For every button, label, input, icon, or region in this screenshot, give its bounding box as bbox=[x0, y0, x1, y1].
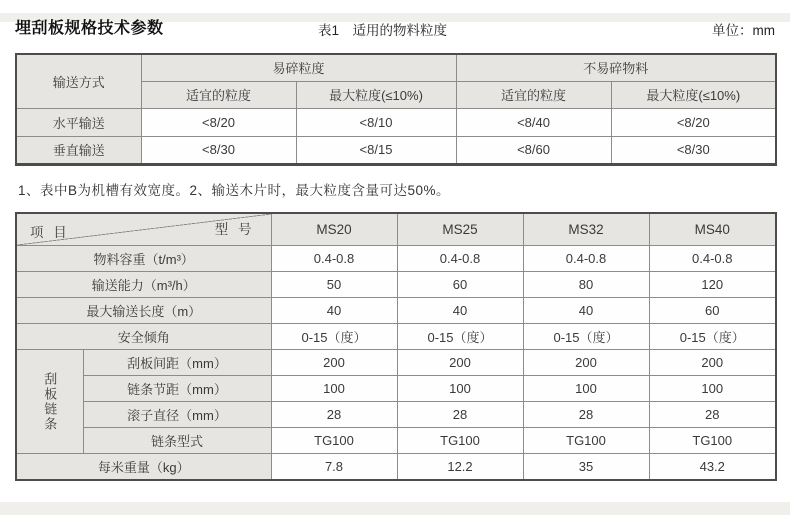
table-row-max-length bbox=[16, 298, 776, 324]
value-cell: 200 bbox=[523, 350, 649, 376]
sub-header: 最大粒度(≤10%) bbox=[296, 81, 456, 108]
model-corner-label: 型 号 bbox=[214, 221, 255, 237]
value-cell: 28 bbox=[271, 402, 397, 428]
table-row-chain-pitch bbox=[16, 376, 776, 402]
value-cell: <8/20 bbox=[141, 108, 296, 136]
model-header-ms32: MS32 bbox=[523, 213, 649, 246]
row-label: 链条型式 bbox=[83, 428, 271, 454]
value-cell: 0-15（度） bbox=[397, 324, 523, 350]
value-cell: 120 bbox=[649, 272, 776, 298]
value-cell: 0-15（度） bbox=[271, 324, 397, 350]
row-label: 垂直输送 bbox=[16, 136, 141, 164]
value-cell: 80 bbox=[523, 272, 649, 298]
value-cell: 200 bbox=[397, 350, 523, 376]
value-cell: 28 bbox=[397, 402, 523, 428]
value-cell: 100 bbox=[649, 376, 776, 402]
value-cell: 40 bbox=[271, 298, 397, 324]
table-row-weight-per-meter bbox=[16, 454, 776, 480]
value-cell: <8/40 bbox=[456, 108, 611, 136]
row-label: 每米重量（kg） bbox=[16, 454, 271, 480]
particle-size-table bbox=[15, 53, 777, 166]
diagonal-header-cell bbox=[16, 213, 271, 246]
row-label: 链条节距（mm） bbox=[83, 376, 271, 402]
item-corner-label: 项 目 bbox=[30, 225, 70, 240]
sub-header: 最大粒度(≤10%) bbox=[611, 81, 776, 108]
value-cell: <8/60 bbox=[456, 136, 611, 164]
table-row-bulk-density bbox=[16, 246, 776, 272]
row-label: 滚子直径（mm） bbox=[83, 402, 271, 428]
value-cell: 43.2 bbox=[649, 454, 776, 480]
model-header-ms40: MS40 bbox=[649, 213, 776, 246]
row-label: 最大输送长度（m） bbox=[16, 298, 271, 324]
sub-header: 适宜的粒度 bbox=[456, 81, 611, 108]
value-cell: 200 bbox=[271, 350, 397, 376]
model-header-ms20: MS20 bbox=[271, 213, 397, 246]
value-cell: 0.4-0.8 bbox=[649, 246, 776, 272]
table-row-safe-angle bbox=[16, 324, 776, 350]
table-row-models bbox=[16, 213, 776, 246]
value-cell: 28 bbox=[523, 402, 649, 428]
value-cell: 28 bbox=[649, 402, 776, 428]
model-header-ms25: MS25 bbox=[397, 213, 523, 246]
value-cell: 0.4-0.8 bbox=[271, 246, 397, 272]
group-label-scraper-chain: 刮板链条 bbox=[16, 350, 83, 454]
value-cell: 60 bbox=[649, 298, 776, 324]
corner-header: 输送方式 bbox=[16, 54, 141, 108]
table-row-chain-type bbox=[16, 428, 776, 454]
table-row-horizontal bbox=[16, 108, 776, 136]
table1-caption: 表1 适用的物料粒度 bbox=[318, 23, 448, 38]
value-cell: 0-15（度） bbox=[523, 324, 649, 350]
value-cell: 0.4-0.8 bbox=[523, 246, 649, 272]
value-cell: 100 bbox=[271, 376, 397, 402]
value-cell: 12.2 bbox=[397, 454, 523, 480]
value-cell: 40 bbox=[523, 298, 649, 324]
value-cell: 35 bbox=[523, 454, 649, 480]
header-bar bbox=[0, 13, 790, 45]
table-row bbox=[16, 54, 776, 81]
value-cell: 200 bbox=[649, 350, 776, 376]
row-label: 物料容重（t/m³） bbox=[16, 246, 271, 272]
value-cell: <8/30 bbox=[141, 136, 296, 164]
value-cell: 100 bbox=[523, 376, 649, 402]
group-header-nonfragile: 不易碎物料 bbox=[456, 54, 776, 81]
table-row-vertical bbox=[16, 136, 776, 164]
spec-table bbox=[15, 212, 777, 481]
value-cell: <8/15 bbox=[296, 136, 456, 164]
value-cell: 50 bbox=[271, 272, 397, 298]
table-note: 1、表中B为机槽有效宽度。2、输送木片时，最大粒度含量可达50%。 bbox=[18, 182, 451, 198]
value-cell: TG100 bbox=[271, 428, 397, 454]
unit-label: 单位：mm bbox=[712, 23, 775, 38]
row-label: 水平输送 bbox=[16, 108, 141, 136]
value-cell: 0.4-0.8 bbox=[397, 246, 523, 272]
value-cell: TG100 bbox=[397, 428, 523, 454]
table-row-roller-diameter bbox=[16, 402, 776, 428]
sub-header: 适宜的粒度 bbox=[141, 81, 296, 108]
value-cell: 60 bbox=[397, 272, 523, 298]
value-cell: <8/20 bbox=[611, 108, 776, 136]
value-cell: <8/30 bbox=[611, 136, 776, 164]
value-cell: 7.8 bbox=[271, 454, 397, 480]
page-title: 埋刮板规格技术参数 bbox=[15, 20, 164, 37]
table-row-scraper-pitch bbox=[16, 350, 776, 376]
value-cell: TG100 bbox=[523, 428, 649, 454]
row-label: 输送能力（m³/h） bbox=[16, 272, 271, 298]
value-cell: <8/10 bbox=[296, 108, 456, 136]
row-label: 刮板间距（mm） bbox=[83, 350, 271, 376]
row-label: 安全倾角 bbox=[16, 324, 271, 350]
table-row-capacity bbox=[16, 272, 776, 298]
value-cell: 0-15（度） bbox=[649, 324, 776, 350]
value-cell: TG100 bbox=[649, 428, 776, 454]
group-header-fragile: 易碎粒度 bbox=[141, 54, 456, 81]
bottom-edge-strip bbox=[0, 502, 790, 515]
value-cell: 100 bbox=[397, 376, 523, 402]
value-cell: 40 bbox=[397, 298, 523, 324]
